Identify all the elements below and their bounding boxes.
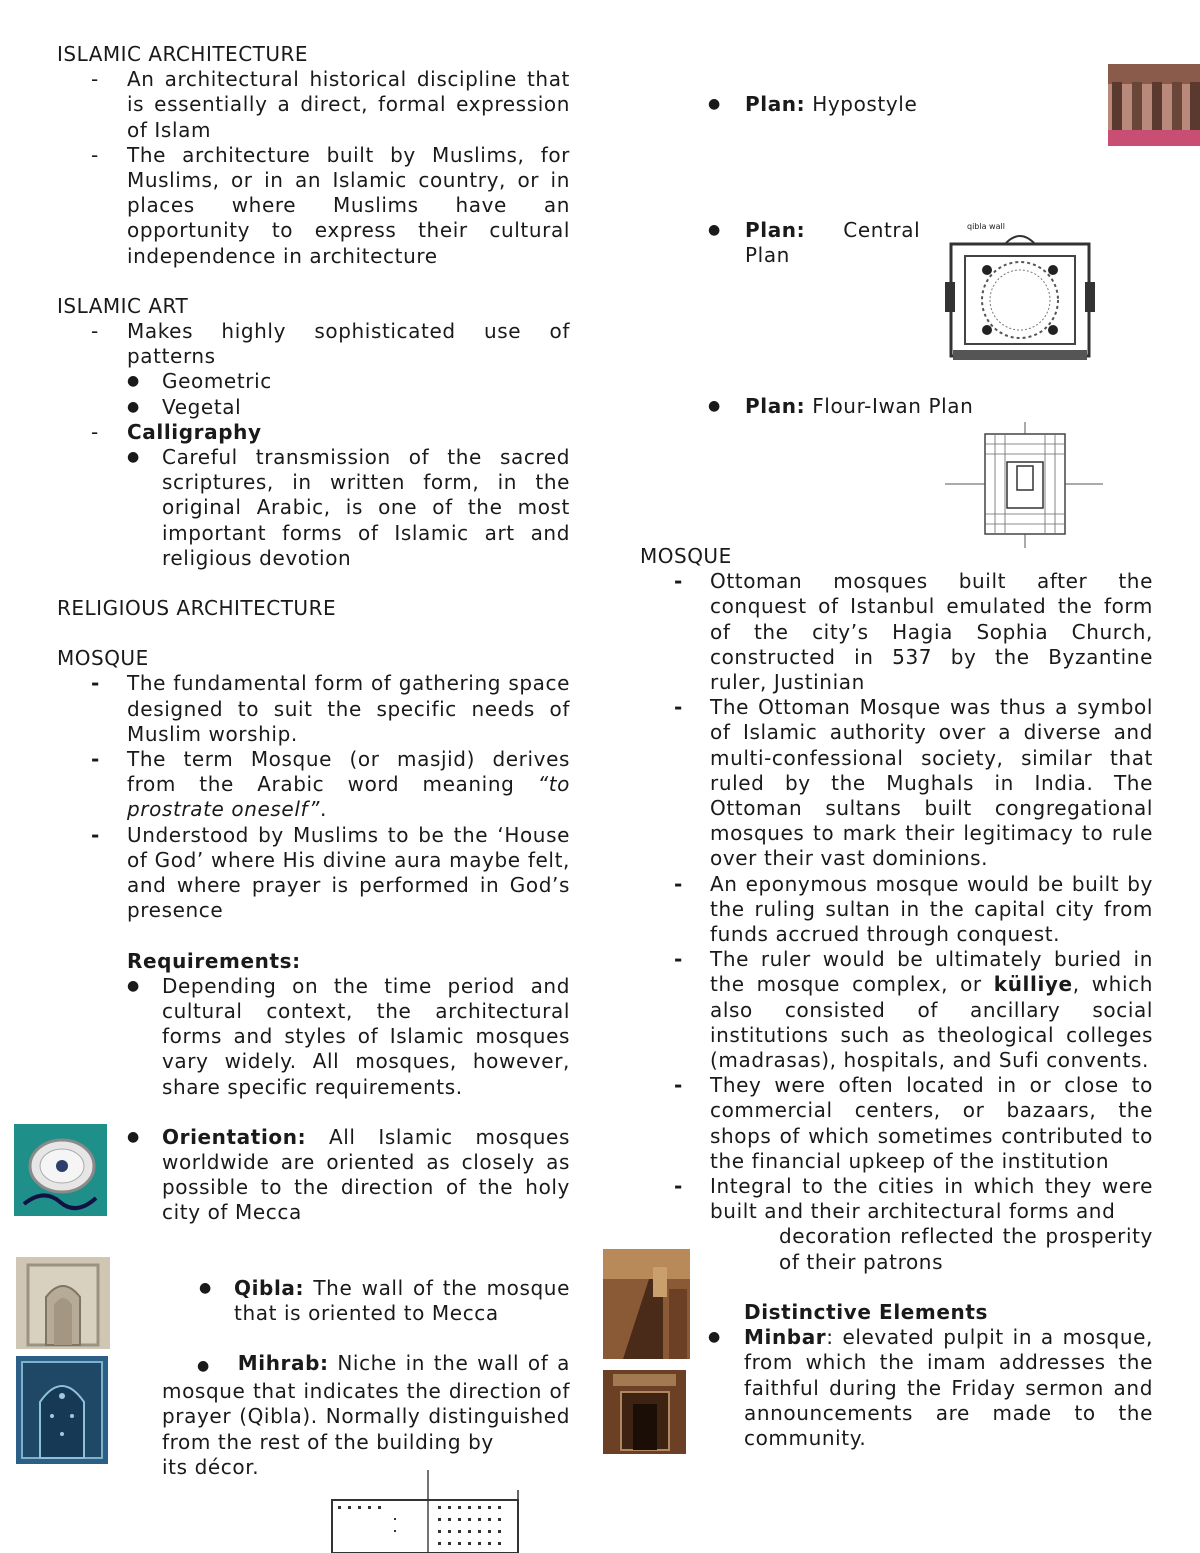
right-column — [640, 92, 1153, 117]
qibla-photo — [16, 1257, 110, 1349]
heading-islamic-architecture: ISLAMIC ARCHITECTURE — [57, 42, 309, 66]
compass-photo — [14, 1124, 107, 1216]
list-item: - Integral to the cities in which they were built and their architectural forms and — [674, 1174, 1153, 1224]
mihrab-tail: its décor. — [162, 1454, 260, 1479]
qibla-wall-label: qibla wall — [967, 222, 1005, 231]
heading-mosque: MOSQUE — [57, 646, 149, 671]
central-plan-drawing — [945, 222, 1095, 364]
list-item: - The architecture built by Muslims, for Muslims, or in an Islamic country, or in places where Muslims have an opportunity to express their cultural independence in architecture — [91, 142, 570, 268]
heading-mosque-ottoman: MOSQUE — [640, 544, 732, 568]
list-item: - An eponymous mosque would be built by the ruling sultan in the capital city from funds accrued through conquest. — [674, 871, 1153, 947]
list-item: - An architectural historical discipline that is essentially a direct, formal expression of Islam — [91, 67, 570, 142]
ottoman-section — [640, 544, 1153, 1451]
list-item: - They were often located in or close to commercial centers, or bazaars, the shops of which sometimes contributed to the financial upkeep of the institution — [674, 1073, 1153, 1173]
sub-list-item: ● Vegetal — [127, 394, 242, 419]
minbar-item: ● Minbar: elevated pulpit in a mosque, from which the imam addresses the faithful during the Friday sermon and announcements are made to the community. — [708, 1325, 1153, 1450]
hypostyle-photo — [1108, 64, 1200, 146]
plan-four-iwan: ● Plan: Flour-Iwan Plan — [708, 394, 974, 418]
list-item: - Makes highly sophisticated use of patterns — [91, 319, 570, 369]
mihrab-photo — [16, 1356, 108, 1464]
calligraphy-label: Calligraphy — [127, 419, 262, 444]
plan-hypostyle: ● Plan: Hypostyle — [708, 92, 918, 116]
list-item: - The term Mosque (or masjid) derives from the Arabic word meaning “to prostrate oneself”. — [91, 747, 570, 822]
list-item: - Ottoman mosques built after the conquest of Istanbul emulated the form of the city’s Hagia Sophia Church, constructed in 537 by the Byzantine ruler, Justinian — [674, 569, 1153, 695]
minbar-photo-2 — [603, 1370, 686, 1454]
left-column — [57, 42, 570, 1480]
list-item: - Understood by Muslims to be the ‘House of God’ where His divine aura maybe felt, and where prayer is performed in God’s presence — [91, 822, 570, 923]
list-item: - The Ottoman Mosque was thus a symbol of Islamic authority over a diverse and multi-confessional society, similar that ruled by the Mughals in India. The Ottoman sultans built congregational mosques to mark their legitimacy to rule over their vast dominions. — [674, 695, 1153, 871]
list-item: - The fundamental form of gathering space designed to suit the specific needs of Muslim worship. — [91, 671, 570, 746]
list-item: - Calligraphy — [91, 419, 262, 444]
four-iwan-plan-drawing — [945, 422, 1103, 548]
heading-religious-architecture: RELIGIOUS ARCHITECTURE — [57, 596, 337, 621]
sub-list-item: ● Geometric — [127, 369, 272, 394]
sub-list-item: ● Careful transmission of the sacred scriptures, in written form, in the original Arabic, is one of the most important forms of Islamic art and religious devotion — [127, 445, 570, 570]
list-item-continued: decoration reflected the prosperity of their patrons — [779, 1224, 1153, 1274]
minbar-photo-1 — [603, 1249, 690, 1359]
orientation-item: ● Orientation: All Islamic mosques worldwide are oriented as closely as possible to the direction of the holy city of Mecca — [127, 1124, 570, 1225]
mihrab-item: ● Mihrab: Niche in the wall of a mosque that indicates the direction of prayer (Qibla). Normally distinguished from the rest of the building by — [162, 1350, 570, 1454]
requirements-heading: Requirements: — [127, 948, 301, 973]
sub-list-item: ● Depending on the time period and cultural context, the architectural forms and styles of Islamic mosques vary widely. All mosques, however, share specific requirements. — [127, 973, 570, 1099]
hypostyle-plan-drawing — [328, 1470, 534, 1553]
distinctive-heading: Distinctive Elements — [744, 1299, 989, 1324]
qibla-item: ● Qibla: The wall of the mosque that is oriented to Mecca — [199, 1275, 570, 1325]
heading-islamic-art: ISLAMIC ART — [57, 293, 189, 318]
list-item: - The ruler would be ultimately buried in the mosque complex, or külliye, which also consisted of ancillary social institutions such as theological colleges (madrasas), hospitals, and Sufi convents. — [674, 947, 1153, 1073]
plan-central: ● Plan: Central Plan — [708, 218, 921, 267]
